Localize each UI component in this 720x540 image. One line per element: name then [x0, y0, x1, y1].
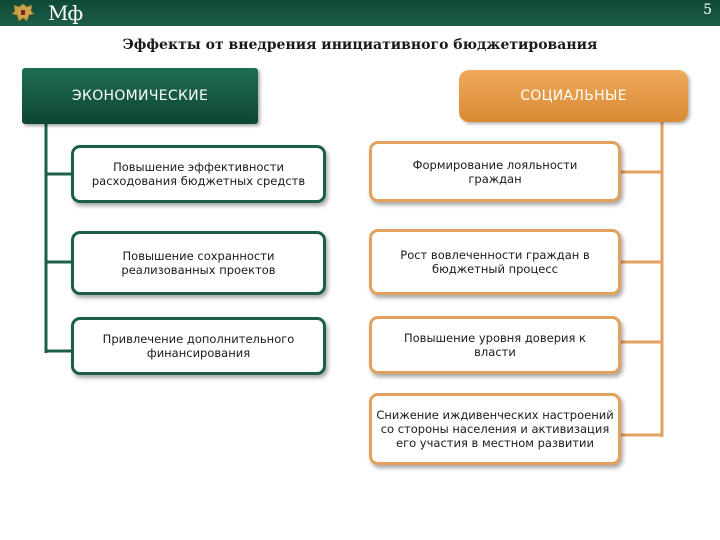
economic-effect-box: Повышение сохранности реализованных проектов — [71, 231, 326, 295]
social-header: СОЦИАЛЬНЫЕ — [459, 70, 688, 122]
economic-header: ЭКОНОМИЧЕСКИЕ — [22, 68, 258, 124]
ministry-logo: Мф — [48, 1, 83, 25]
economic-effect-box: Привлечение дополнительного финансирования — [71, 317, 326, 375]
slide-title: Эффекты от внедрения инициативного бюджетирования — [122, 37, 598, 53]
social-connectors — [618, 122, 662, 437]
social-effect-box: Формирование лояльности граждан — [369, 141, 621, 202]
economic-effect-box: Повышение эффективности расходования бюджетных средств — [71, 145, 326, 203]
social-effect-box: Снижение иждивенческих настроений со стороны населения и активизация его участия в местном развитии — [369, 393, 621, 465]
social-effect-box: Рост вовлеченности граждан в бюджетный процесс — [369, 229, 621, 295]
economic-connectors — [46, 124, 73, 353]
social-effect-box: Повышение уровня доверия к власти — [369, 316, 621, 374]
page-number: 5 — [703, 2, 712, 18]
